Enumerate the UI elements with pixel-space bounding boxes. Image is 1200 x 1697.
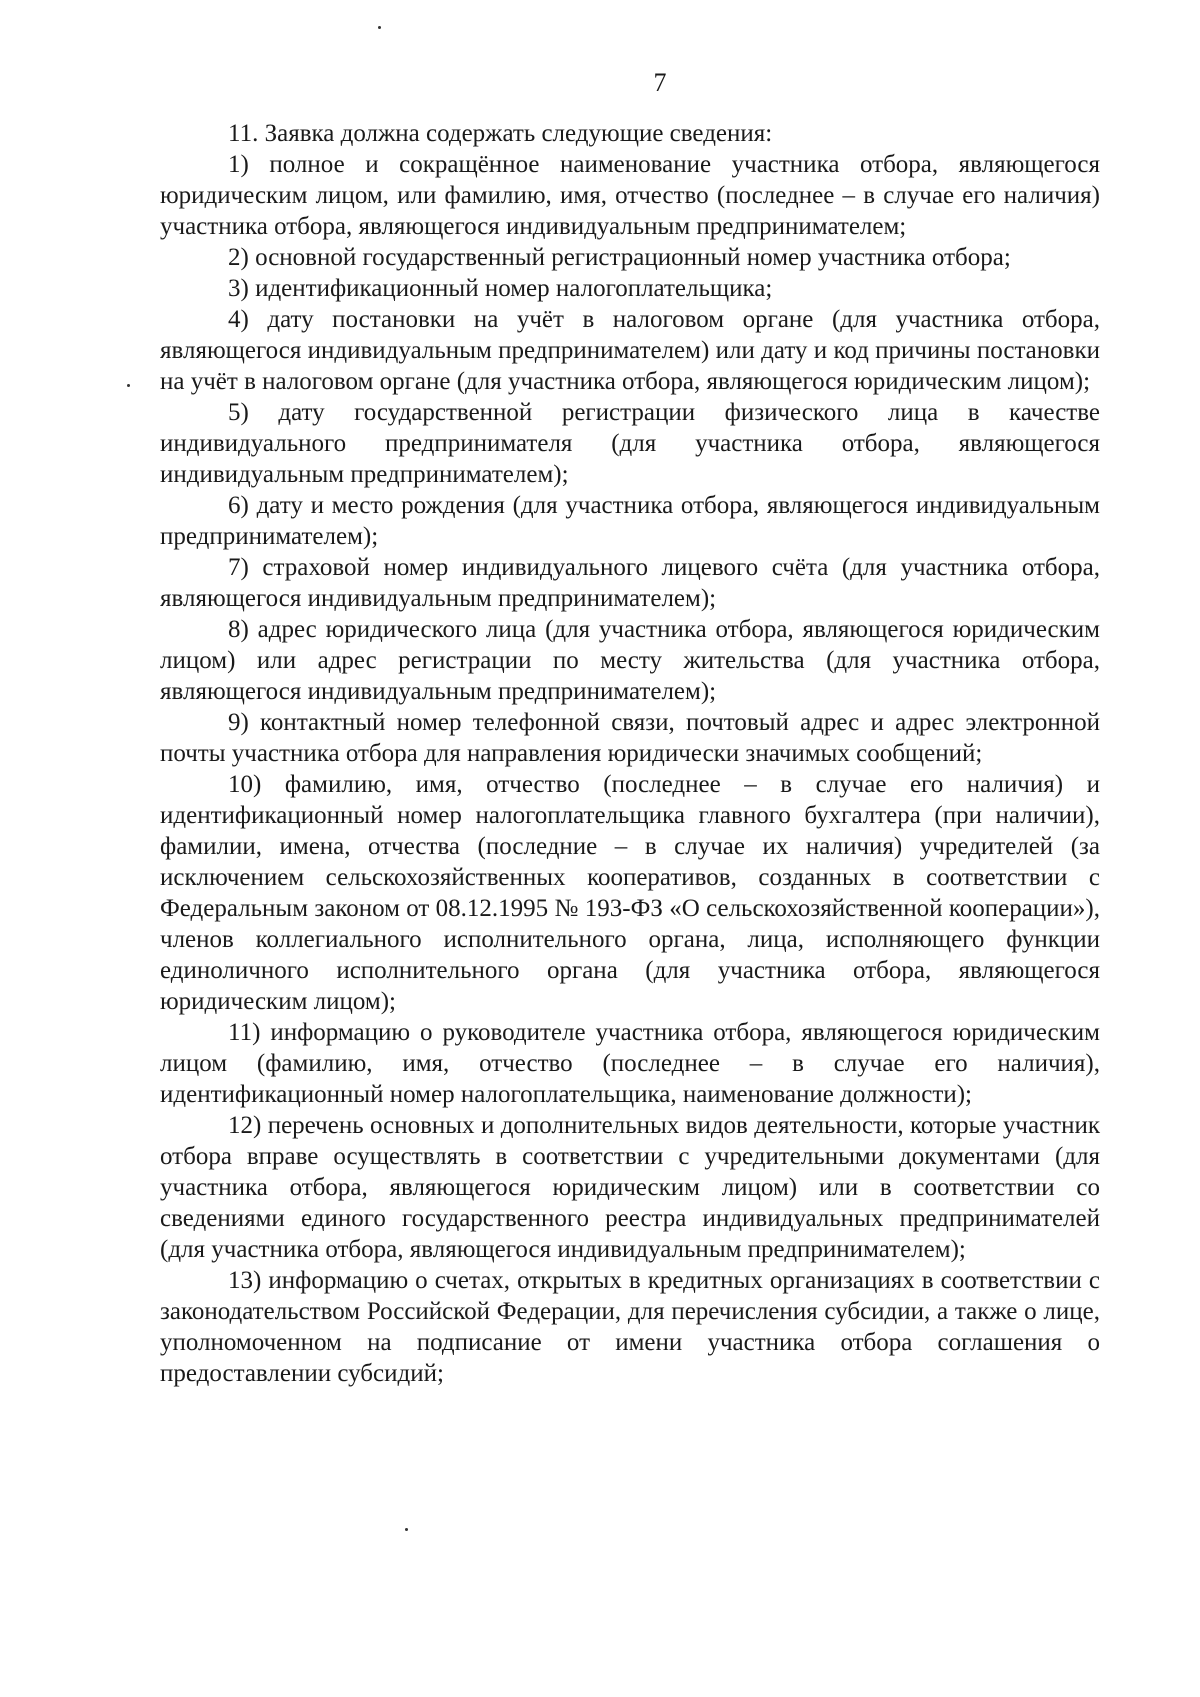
scan-speck [127, 384, 130, 387]
list-item: 7) страховой номер индивидуального лицевого счёта (для участника отбора, являющегося индивидуальным предпринимателем); [160, 554, 1100, 612]
document-body [160, 118, 1100, 1389]
list-item: 6) дату и место рождения (для участника отбора, являющегося индивидуальным предпринимателем); [160, 492, 1100, 550]
list-item: 4) дату постановки на учёт в налоговом органе (для участника отбора, являющегося индивидуальным предпринимателем) или дату и код причины постановки на учёт в налоговом органе (для участника отбора, являющегося юридическим лицом); [160, 306, 1100, 395]
list-item: 8) адрес юридического лица (для участника отбора, являющегося юридическим лицом) или адрес регистрации по месту жительства (для участника отбора, являющегося индивидуальным предпринимателем); [160, 616, 1100, 705]
list-item: 5) дату государственной регистрации физического лица в качестве индивидуального предпринимателя (для участника отбора, являющегося индивидуальным предпринимателем); [160, 399, 1100, 488]
list-item: 12) перечень основных и дополнительных видов деятельности, которые участник отбора вправе осуществлять в соответствии с учредительными документами (для участника отбора, являющегося юридическим лицом) или в соответствии со сведениями единого государственного реестра индивидуальных предпринимателей (для участника отбора, являющегося индивидуальным предпринимателем); [160, 1112, 1100, 1263]
scan-speck [378, 26, 381, 29]
paragraph-heading: 11. Заявка должна содержать следующие сведения: [228, 120, 773, 147]
list-item: 2) основной государственный регистрационный номер участника отбора; [228, 244, 1011, 271]
list-item: 1) полное и сокращённое наименование участника отбора, являющегося юридическим лицом, или фамилию, имя, отчество (последнее – в случае его наличия) участника отбора, являющегося индивидуальным предпринимателем; [160, 151, 1100, 240]
list-item: 9) контактный номер телефонной связи, почтовый адрес и адрес электронной почты участника отбора для направления юридически значимых сообщений; [160, 709, 1100, 767]
page-number: 7 [653, 68, 667, 97]
list-item: 13) информацию о счетах, открытых в кредитных организациях в соответствии с законодательством Российской Федерации, для перечисления субсидии, а также о лице, уполномоченном на подписание от имени участника отбора соглашения о предоставлении субсидий; [160, 1267, 1100, 1387]
scan-speck [405, 1528, 408, 1531]
list-item: 11) информацию о руководителе участника отбора, являющегося юридическим лицом (фамилию, имя, отчество (последнее – в случае его наличия), идентификационный номер налогоплательщика, наименование должности); [160, 1019, 1100, 1108]
list-item: 3) идентификационный номер налогоплательщика; [228, 275, 773, 302]
list-item: 10) фамилию, имя, отчество (последнее – в случае его наличия) и идентификационный номер налогоплательщика главного бухгалтера (при наличии), фамилии, имена, отчества (последние – в случае их наличия) учредителей (за исключением сельскохозяйственных кооперативов, созданных в соответствии с Федеральным законом от 08.12.1995 № 193-ФЗ «О сельскохозяйственной кооперации»), членов коллегиального исполнительного органа, лица, исполняющего функции единоличного исполнительного органа (для участника отбора, являющегося юридическим лицом); [160, 771, 1100, 1015]
